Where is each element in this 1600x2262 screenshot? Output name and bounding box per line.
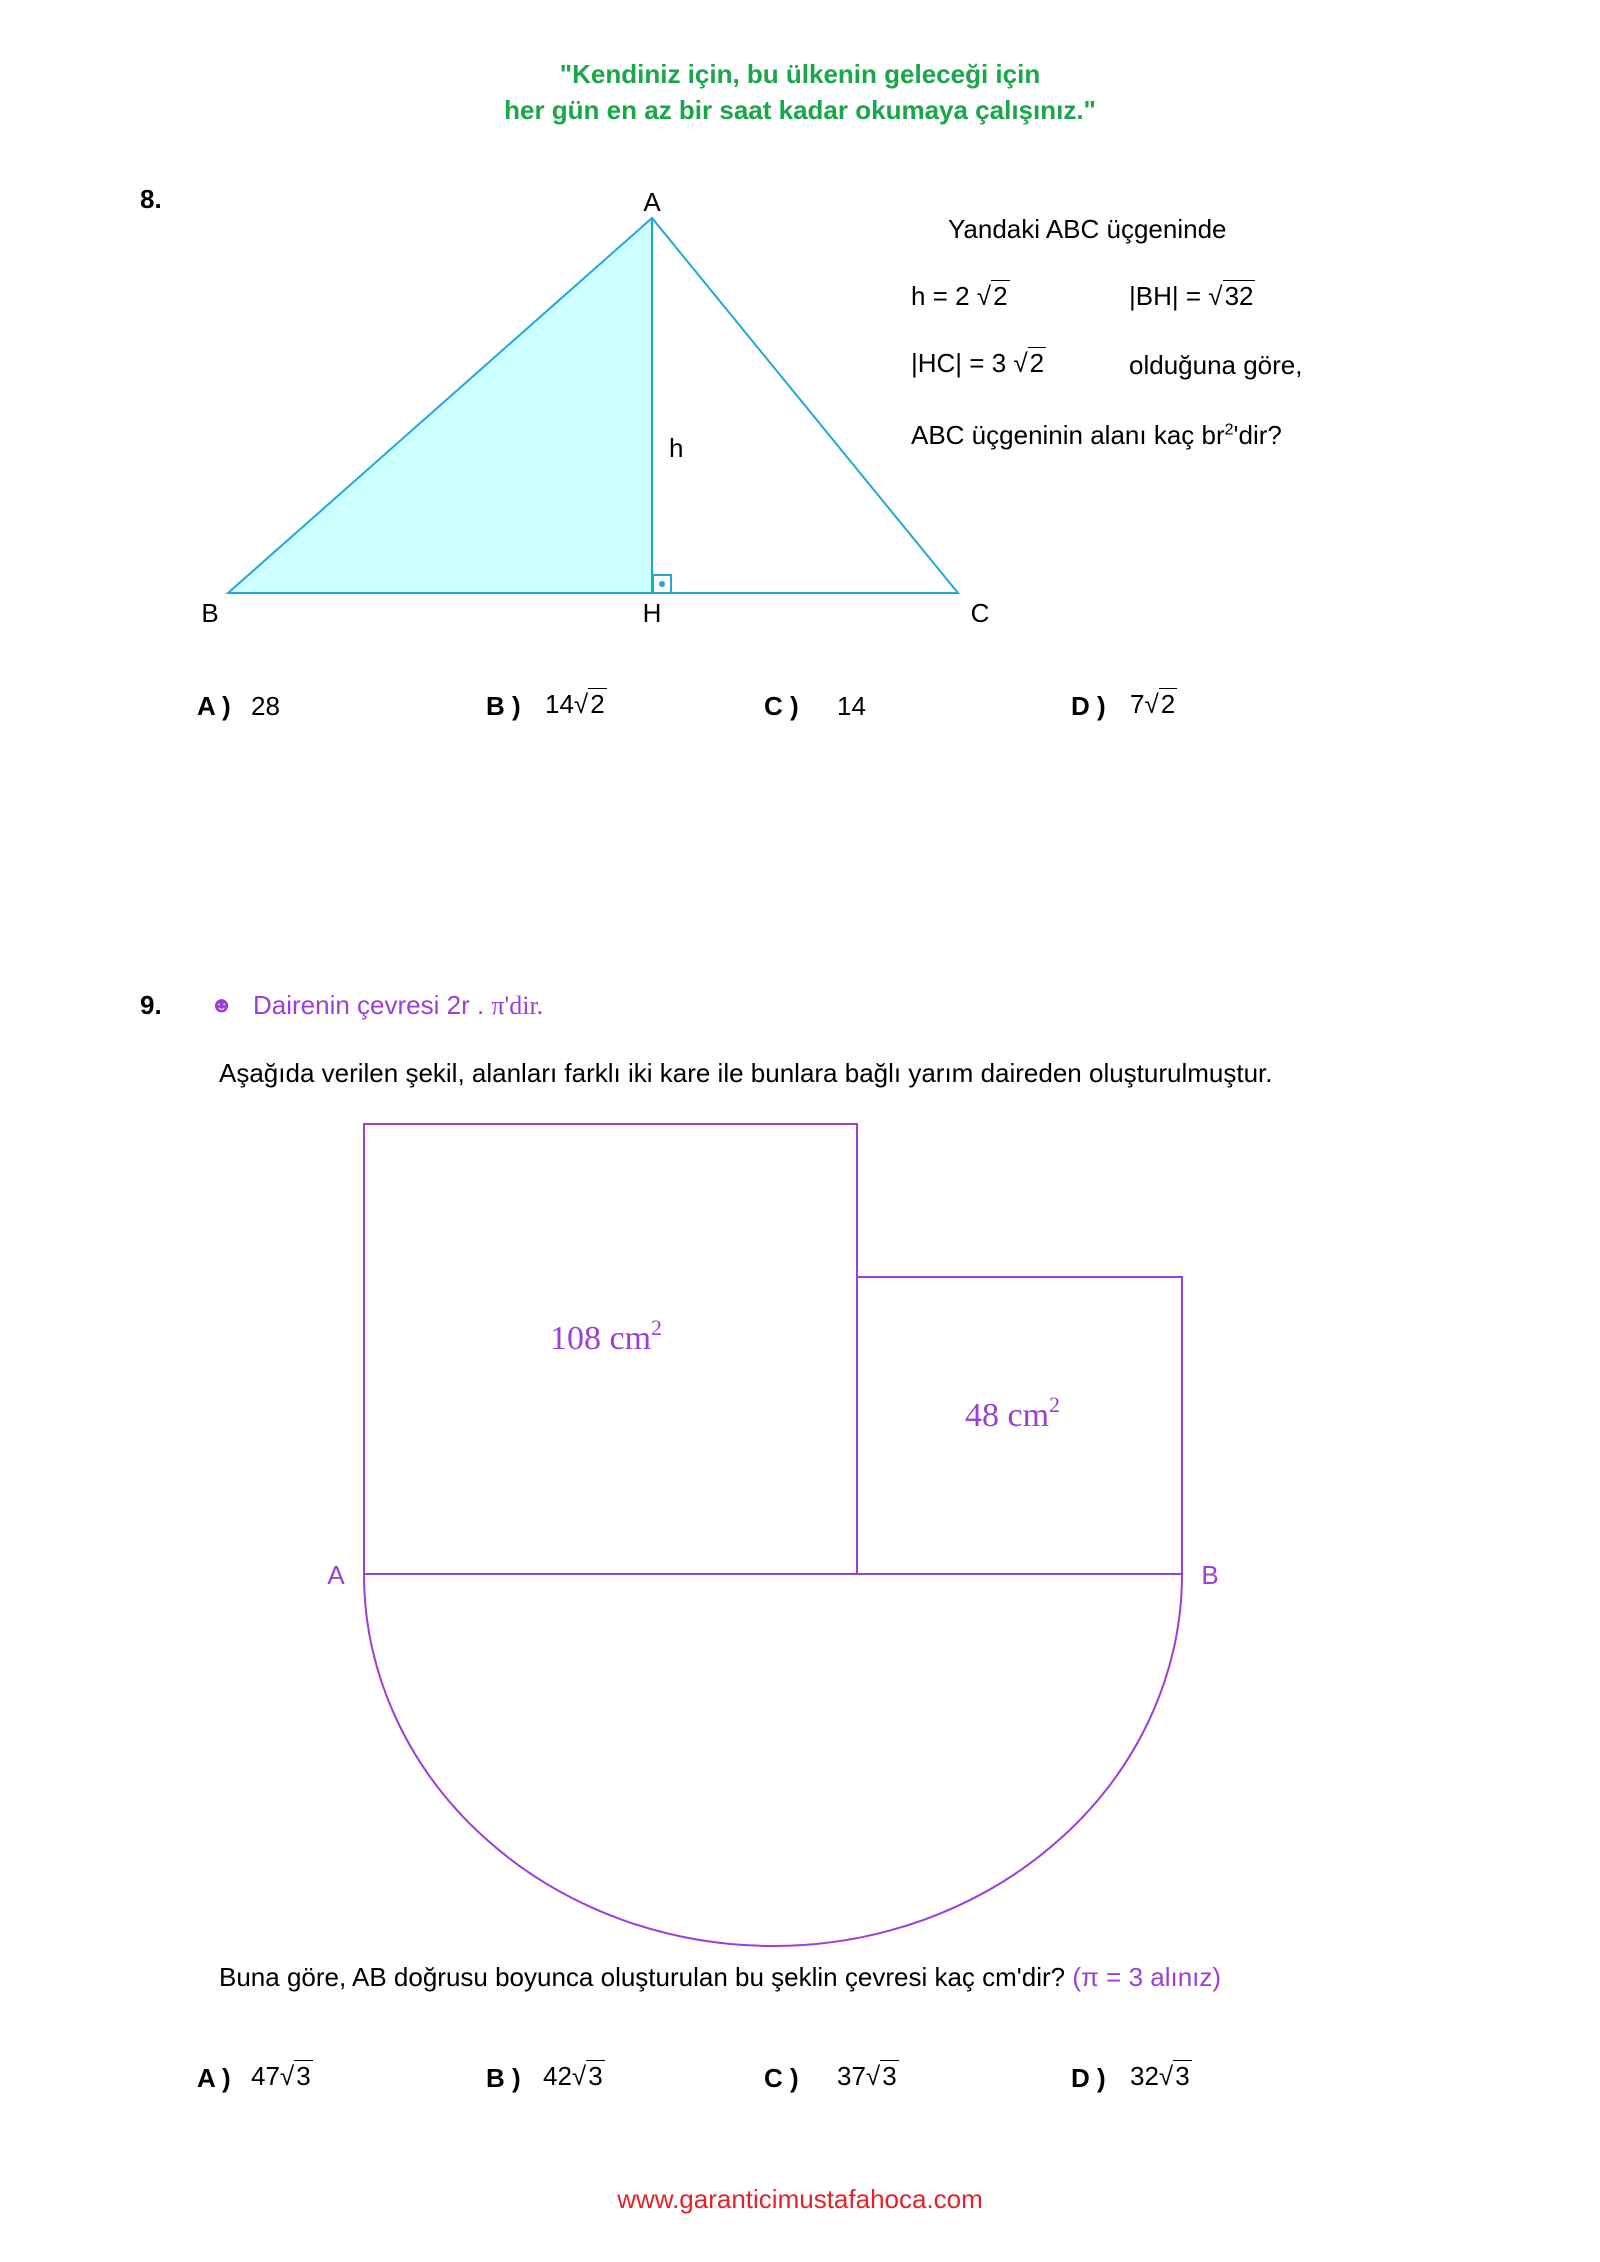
big-square-area bbox=[550, 1315, 662, 1357]
q8-option-d-coef: 7 bbox=[1130, 689, 1145, 719]
small-square-area-value: 48 cm bbox=[965, 1397, 1050, 1434]
label-h: H bbox=[642, 598, 662, 628]
motto-line-2: her gün en az bir saat kadar okumaya çalışınız." bbox=[504, 95, 1096, 125]
q9-option-b-value[interactable] bbox=[543, 2061, 605, 2092]
q8-hc-value bbox=[911, 348, 1046, 379]
q9-option-a-sqrt: √3 bbox=[279, 2061, 311, 2091]
q8-h-label: h = 2 bbox=[911, 281, 970, 311]
q9-option-d-coef: 32 bbox=[1130, 2061, 1159, 2091]
q8-option-b-letter[interactable]: B ) bbox=[486, 691, 521, 721]
q8-hc-label: |HC| = 3 bbox=[911, 348, 1007, 378]
right-angle-dot bbox=[659, 581, 665, 587]
small-square-area-sup: 2 bbox=[1049, 1392, 1061, 1417]
q9-option-a-coef: 47 bbox=[251, 2061, 280, 2091]
q8-question-sup: 2 bbox=[1224, 421, 1234, 439]
label-a: A bbox=[643, 187, 661, 217]
q9-hint bbox=[253, 990, 543, 1021]
q8-option-d-letter[interactable]: D ) bbox=[1071, 691, 1106, 721]
q9-option-d-value[interactable] bbox=[1130, 2061, 1192, 2092]
q9-option-c-root: 3 bbox=[882, 2061, 897, 2091]
q9-option-a-letter[interactable]: A ) bbox=[197, 2063, 231, 2093]
footer-website-link[interactable]: www.garanticimustafahoca.com bbox=[617, 2184, 983, 2214]
sqrt-bh-arg: 32 bbox=[1224, 281, 1254, 311]
q9-option-b-sqrt: √3 bbox=[571, 2061, 603, 2091]
q9-option-c-sqrt: √3 bbox=[865, 2061, 897, 2091]
q9-question bbox=[219, 1962, 1221, 1993]
q8-option-a-letter[interactable]: A ) bbox=[197, 691, 231, 721]
triangle-figure bbox=[0, 0, 1600, 700]
q9-option-d-root: 3 bbox=[1175, 2061, 1190, 2091]
big-square-area-value: 108 cm bbox=[550, 1320, 652, 1357]
q8-question-post: 'dir? bbox=[1233, 420, 1282, 450]
q9-option-d-sqrt: √3 bbox=[1158, 2061, 1190, 2091]
label-height: h bbox=[669, 433, 684, 463]
label-point-a: A bbox=[327, 1560, 345, 1590]
q8-option-c-letter[interactable]: C ) bbox=[764, 691, 799, 721]
q8-option-d-root: 2 bbox=[1160, 689, 1176, 719]
hint-bullet-icon: ☻ bbox=[210, 992, 234, 1017]
q8-intro: Yandaki ABC üçgeninde bbox=[948, 214, 1227, 244]
q8-condition: olduğuna göre, bbox=[1129, 350, 1303, 380]
small-square-area bbox=[965, 1392, 1060, 1434]
squares-semicircle-figure bbox=[0, 1100, 1600, 1980]
q9-option-d-letter[interactable]: D ) bbox=[1071, 2063, 1106, 2093]
q9-option-c-coef: 37 bbox=[837, 2061, 866, 2091]
q8-option-b-sqrt: √2 bbox=[573, 689, 605, 719]
q8-option-b-root: 2 bbox=[590, 689, 605, 719]
q8-option-c-value[interactable]: 14 bbox=[837, 691, 866, 721]
label-b: B bbox=[201, 598, 219, 628]
q9-hint-text: Dairenin çevresi 2r . bbox=[253, 990, 492, 1020]
motto-line-1: "Kendiniz için, bu ülkenin geleceği için bbox=[559, 59, 1041, 89]
q8-question-pre: ABC üçgeninin alanı kaç br bbox=[911, 420, 1225, 450]
q9-option-b-coef: 42 bbox=[543, 2061, 572, 2091]
q9-option-b-root: 3 bbox=[588, 2061, 603, 2091]
semicircle bbox=[364, 1574, 1182, 1946]
q9-option-b-letter[interactable]: B ) bbox=[486, 2063, 521, 2093]
q8-option-d-value[interactable] bbox=[1130, 689, 1177, 720]
q9-option-c-letter[interactable]: C ) bbox=[764, 2063, 799, 2093]
q8-option-a-value[interactable]: 28 bbox=[251, 691, 280, 721]
sqrt-hc-arg: 2 bbox=[1029, 348, 1045, 378]
q8-bh-value bbox=[1129, 281, 1255, 312]
q9-pi-note: (π = 3 alınız) bbox=[1072, 1962, 1222, 1992]
question-8-number: 8. bbox=[140, 184, 162, 214]
sqrt-hc: √2 bbox=[1013, 348, 1045, 378]
sqrt-h-arg: 2 bbox=[993, 281, 1008, 311]
question-9-number: 9. bbox=[140, 990, 162, 1020]
label-c: C bbox=[970, 598, 990, 628]
q8-question bbox=[911, 420, 1282, 451]
label-point-b: B bbox=[1201, 1560, 1219, 1590]
q9-option-a-root: 3 bbox=[296, 2061, 311, 2091]
sqrt-h: √2 bbox=[976, 281, 1008, 311]
q8-bh-label: |BH| = bbox=[1129, 281, 1202, 311]
q9-option-c-value[interactable] bbox=[837, 2061, 899, 2092]
q8-h-value bbox=[911, 281, 1010, 312]
q9-description: Aşağıda verilen şekil, alanları farklı iki kare ile bunlara bağlı yarım daireden oluşturulmuştur. bbox=[219, 1058, 1273, 1088]
q8-option-b-value[interactable] bbox=[545, 689, 607, 720]
q9-option-a-value[interactable] bbox=[251, 2061, 313, 2092]
q8-option-d-sqrt: √2 bbox=[1144, 689, 1176, 719]
sqrt-bh: √32 bbox=[1208, 281, 1254, 311]
q9-question-text: Buna göre, AB doğrusu boyunca oluşturulan bu şeklin çevresi kaç cm'dir? bbox=[219, 1962, 1066, 1992]
big-square-area-sup: 2 bbox=[651, 1315, 663, 1340]
q9-hint-pi: π'dir. bbox=[491, 991, 544, 1020]
q8-option-b-coef: 14 bbox=[545, 689, 574, 719]
